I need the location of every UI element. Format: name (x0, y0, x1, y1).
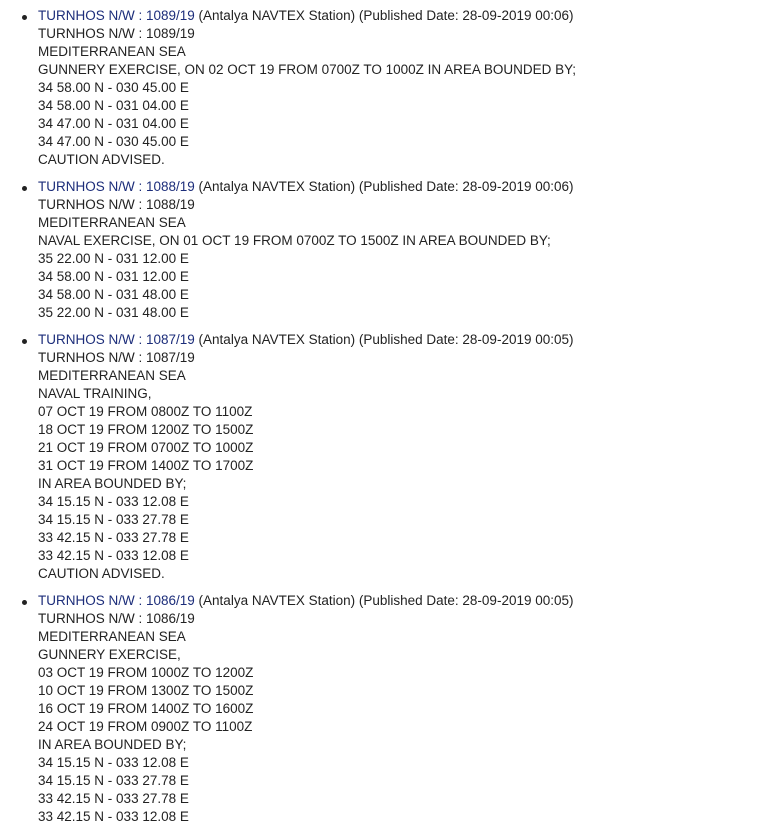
bullet-icon (22, 339, 27, 344)
warning-body-line: TURNHOS N/W : 1086/19 (38, 611, 195, 626)
warning-body-line: 34 47.00 N - 030 45.00 E (38, 134, 189, 149)
warning-body-line: TURNHOS N/W : 1088/19 (38, 197, 195, 212)
warning-body-line: 34 58.00 N - 031 04.00 E (38, 98, 189, 113)
warning-body-line: 35 22.00 N - 031 12.00 E (38, 251, 189, 266)
warning-body-line: 34 15.15 N - 033 27.78 E (38, 512, 189, 527)
warning-body-line: GUNNERY EXERCISE, ON 02 OCT 19 FROM 0700Z TO 1000Z IN AREA BOUNDED BY; (38, 62, 577, 77)
warning-item (0, 331, 770, 583)
warning-body (38, 610, 770, 826)
warning-link[interactable]: TURNHOS N/W : 1086/19 (38, 593, 195, 608)
warning-body-line: GUNNERY EXERCISE, (38, 647, 181, 662)
warning-meta: (Antalya NAVTEX Station) (Published Date: 28-09-2019 00:06) (194, 179, 574, 194)
warning-body-line: 34 15.15 N - 033 12.08 E (38, 755, 189, 770)
warning-body-line: MEDITERRANEAN SEA (38, 44, 186, 59)
warning-item (0, 592, 770, 826)
warning-body-line: 34 58.00 N - 031 12.00 E (38, 269, 189, 284)
warning-item (0, 7, 770, 169)
warning-body-line: 34 58.00 N - 031 48.00 E (38, 287, 189, 302)
warning-header (38, 331, 770, 349)
warning-body-line: 31 OCT 19 FROM 1400Z TO 1700Z (38, 458, 254, 473)
warning-body-line: NAVAL TRAINING, (38, 386, 152, 401)
warning-body-line: 35 22.00 N - 031 48.00 E (38, 305, 189, 320)
warning-body-line: CAUTION ADVISED. (38, 566, 165, 581)
warning-link[interactable]: TURNHOS N/W : 1089/19 (38, 8, 195, 23)
warning-body-line: NAVAL EXERCISE, ON 01 OCT 19 FROM 0700Z TO 1500Z IN AREA BOUNDED BY; (38, 233, 551, 248)
warning-body (38, 349, 770, 583)
warning-body-line: 24 OCT 19 FROM 0900Z TO 1100Z (38, 719, 253, 734)
warning-body-line: CAUTION ADVISED. (38, 152, 165, 167)
warning-body-line: 34 15.15 N - 033 12.08 E (38, 494, 189, 509)
navigation-warnings-list (0, 7, 770, 826)
warning-body-line: 16 OCT 19 FROM 1400Z TO 1600Z (38, 701, 254, 716)
warning-body (38, 25, 770, 169)
warning-body-line: TURNHOS N/W : 1087/19 (38, 350, 195, 365)
warning-body-line: TURNHOS N/W : 1089/19 (38, 26, 195, 41)
warning-body-line: 33 42.15 N - 033 12.08 E (38, 809, 189, 824)
warning-body-line: MEDITERRANEAN SEA (38, 215, 186, 230)
warning-body-line: IN AREA BOUNDED BY; (38, 737, 187, 752)
warning-body-line: IN AREA BOUNDED BY; (38, 476, 187, 491)
warning-body-line: 21 OCT 19 FROM 0700Z TO 1000Z (38, 440, 254, 455)
warning-body-line: 34 15.15 N - 033 27.78 E (38, 773, 189, 788)
warning-body-line: 33 42.15 N - 033 27.78 E (38, 530, 189, 545)
warning-meta: (Antalya NAVTEX Station) (Published Date: 28-09-2019 00:05) (194, 332, 574, 347)
warning-header (38, 178, 770, 196)
warning-meta: (Antalya NAVTEX Station) (Published Date: 28-09-2019 00:05) (194, 593, 574, 608)
warning-link[interactable]: TURNHOS N/W : 1088/19 (38, 179, 195, 194)
warning-body-line: 33 42.15 N - 033 12.08 E (38, 548, 189, 563)
warning-body-line: 18 OCT 19 FROM 1200Z TO 1500Z (38, 422, 254, 437)
warning-header (38, 7, 770, 25)
warning-body (38, 196, 770, 322)
warning-body-line: 10 OCT 19 FROM 1300Z TO 1500Z (38, 683, 254, 698)
warning-body-line: MEDITERRANEAN SEA (38, 629, 186, 644)
warning-body-line: 34 47.00 N - 031 04.00 E (38, 116, 189, 131)
warning-meta: (Antalya NAVTEX Station) (Published Date: 28-09-2019 00:06) (194, 8, 574, 23)
warning-body-line: 03 OCT 19 FROM 1000Z TO 1200Z (38, 665, 254, 680)
warning-body-line: 34 58.00 N - 030 45.00 E (38, 80, 189, 95)
warning-header (38, 592, 770, 610)
warning-body-line: MEDITERRANEAN SEA (38, 368, 186, 383)
bullet-icon (22, 600, 27, 605)
warning-body-line: 07 OCT 19 FROM 0800Z TO 1100Z (38, 404, 253, 419)
warning-item (0, 178, 770, 322)
bullet-icon (22, 186, 27, 191)
warning-body-line: 33 42.15 N - 033 27.78 E (38, 791, 189, 806)
bullet-icon (22, 15, 27, 20)
warning-link[interactable]: TURNHOS N/W : 1087/19 (38, 332, 195, 347)
